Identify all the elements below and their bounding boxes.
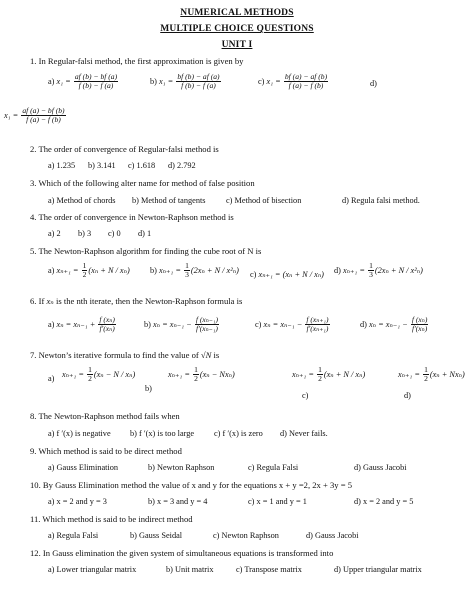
q10-option-b: b) x = 3 and y = 4 bbox=[148, 497, 208, 506]
q9-option-c: c) Regula Falsi bbox=[248, 463, 299, 472]
q9-option-d: d) Gauss Jacobi bbox=[354, 463, 407, 472]
q5-option-b: b) xₙ₊₁ = $\frac{1}{3}$ (2xₙ + N / x²ₙ) bbox=[150, 261, 239, 280]
question-7: 7. Newton’s iterative formula to find the value of √N is bbox=[30, 350, 220, 360]
q6-option-d: d) xₙ = xₙ₋₁ − $\frac{\text{f (xₙ)}}{\text{f′(xₙ)}}$ bbox=[360, 315, 428, 334]
q1-option-b: b) x₁ = $\frac{bf (b) - af (a)}{f (b) - f (a)}$ bbox=[150, 72, 220, 91]
q6-option-b: b) xₙ = xₙ₋₁ − $\frac{\text{f (xₙ₋₁)}}{\text{f′(xₙ₋₁)}}$ bbox=[144, 315, 219, 334]
q11-option-c: c) Newton Raphson bbox=[213, 531, 279, 540]
q11-option-d: d) Gauss Jacobi bbox=[306, 531, 359, 540]
q10-option-d: d) x = 2 and y = 5 bbox=[354, 497, 414, 506]
q2-option-b: b) 3.141 bbox=[88, 161, 116, 170]
question-11: 11. Which method is said to be indirect method bbox=[30, 514, 193, 524]
q7-option-a-label: a) bbox=[48, 374, 55, 383]
q3-option-b: b) Method of tangents bbox=[132, 196, 206, 205]
question-3: 3. Which of the following alter name for method of false position bbox=[30, 178, 255, 188]
q2-option-a: a) 1.235 bbox=[48, 161, 76, 170]
q10-option-a: a) x = 2 and y = 3 bbox=[48, 497, 107, 506]
q7-option-c: xₙ₊₁ = $\frac{1}{2}$ (xₙ + N / xₙ) bbox=[292, 365, 366, 384]
q4-option-d: d) 1 bbox=[138, 229, 152, 238]
q12-option-a: a) Lower triangular matrix bbox=[48, 565, 137, 574]
q12-option-c: c) Transpose matrix bbox=[236, 565, 302, 574]
q2-option-c: c) 1.618 bbox=[128, 161, 156, 170]
q1-option-a: a) x₁ = $\frac{af (b) - bf (a)}{f (b) - f (a)}$ bbox=[48, 72, 118, 91]
q8-option-d: d) Never fails. bbox=[280, 429, 328, 438]
q12-option-b: b) Unit matrix bbox=[166, 565, 214, 574]
document-title: NUMERICAL METHODS bbox=[180, 8, 294, 18]
q7-option-c-label: c) bbox=[302, 391, 309, 400]
q3-option-c: c) Method of bisection bbox=[226, 196, 302, 205]
q5-option-c: c) xₙ₊₁ = (xₙ + N / xₙ) bbox=[250, 270, 324, 279]
q5-option-a: a) xₙ₊₁ = $\frac{1}{2}$ (xₙ + N / xₙ) bbox=[48, 261, 130, 280]
question-12: 12. In Gauss elimination the given system of simultaneous equations is transformed into bbox=[30, 548, 334, 558]
question-1: 1. In Regular-falsi method, the first approximation is given by bbox=[30, 56, 244, 66]
q1-option-d-label: d) bbox=[370, 79, 377, 88]
question-6: 6. If xₙ is the nth iterate, then the Newton-Raphson formula is bbox=[30, 296, 243, 306]
q7-option-d: xₙ₊₁ = $\frac{1}{2}$ (xₙ + Nxₙ) bbox=[398, 365, 465, 384]
q4-option-c: c) 0 bbox=[108, 229, 121, 238]
q3-option-a: a) Method of chords bbox=[48, 196, 116, 205]
q9-option-b: b) Newton Raphson bbox=[148, 463, 215, 472]
question-8: 8. The Newton-Raphson method fails when bbox=[30, 411, 180, 421]
q11-option-b: b) Gauss Seidal bbox=[130, 531, 183, 540]
q4-option-a: a) 2 bbox=[48, 229, 61, 238]
q7-option-b-label: b) bbox=[145, 384, 152, 393]
question-2: 2. The order of convergence of Regular-falsi method is bbox=[30, 144, 219, 154]
q7-option-a: xₙ₊₁ = $\frac{1}{2}$ (xₙ − N / xₙ) bbox=[62, 365, 136, 384]
question-9: 9. Which method is said to be direct method bbox=[30, 446, 182, 456]
q6-option-a: a) xₙ = xₙ₋₁ + $\frac{\text{f (xₙ)}}{\text{f′(xₙ)}}$ bbox=[48, 315, 115, 334]
question-4: 4. The order of convergence in Newton-Raphson method is bbox=[30, 212, 234, 222]
q1-option-c: c) x₁ = $\frac{bf (a) - af (b)}{f (a) - f (b)}$ bbox=[258, 72, 328, 91]
q1-option-d: x₁ = $\frac{af (a) - bf (b)}{f (a) - f (b)}$ bbox=[4, 106, 65, 125]
q4-option-b: b) 3 bbox=[78, 229, 92, 238]
question-5: 5. The Newton-Raphson algorithm for finding the cube root of N is bbox=[30, 246, 262, 256]
q6-option-c: c) xₙ = xₙ₋₁ − $\frac{\text{f (xₙ₊₁)}}{\text{f′(xₙ₊₁)}}$ bbox=[255, 315, 329, 334]
q9-option-a: a) Gauss Elimination bbox=[48, 463, 119, 472]
q12-option-d: d) Upper triangular matrix bbox=[334, 565, 422, 574]
q8-option-a: a) f ′(x) is negative bbox=[48, 429, 111, 438]
q5-option-d: d) xₙ₊₁ = $\frac{1}{3}$ (2xₙ + N / x²ₙ) bbox=[334, 261, 423, 280]
q10-option-c: c) x = 1 and y = 1 bbox=[248, 497, 307, 506]
q3-option-d: d) Regula falsi method. bbox=[342, 196, 420, 205]
q7-option-b: xₙ₊₁ = $\frac{1}{2}$ (xₙ − Nxₙ) bbox=[168, 365, 235, 384]
q11-option-a: a) Regula Falsi bbox=[48, 531, 99, 540]
question-10: 10. By Gauss Elimination method the value of x and y for the equations x + y =2, 2x + 3y = 5 bbox=[30, 480, 353, 490]
document-subtitle: MULTIPLE CHOICE QUESTIONS bbox=[160, 24, 314, 34]
q7-option-d-label: d) bbox=[404, 391, 411, 400]
q8-option-b: b) f ′(x) is too large bbox=[130, 429, 195, 438]
q8-option-c: c) f ′(x) is zero bbox=[214, 429, 263, 438]
q2-option-d: d) 2.792 bbox=[168, 161, 196, 170]
unit-heading: UNIT I bbox=[221, 40, 253, 50]
